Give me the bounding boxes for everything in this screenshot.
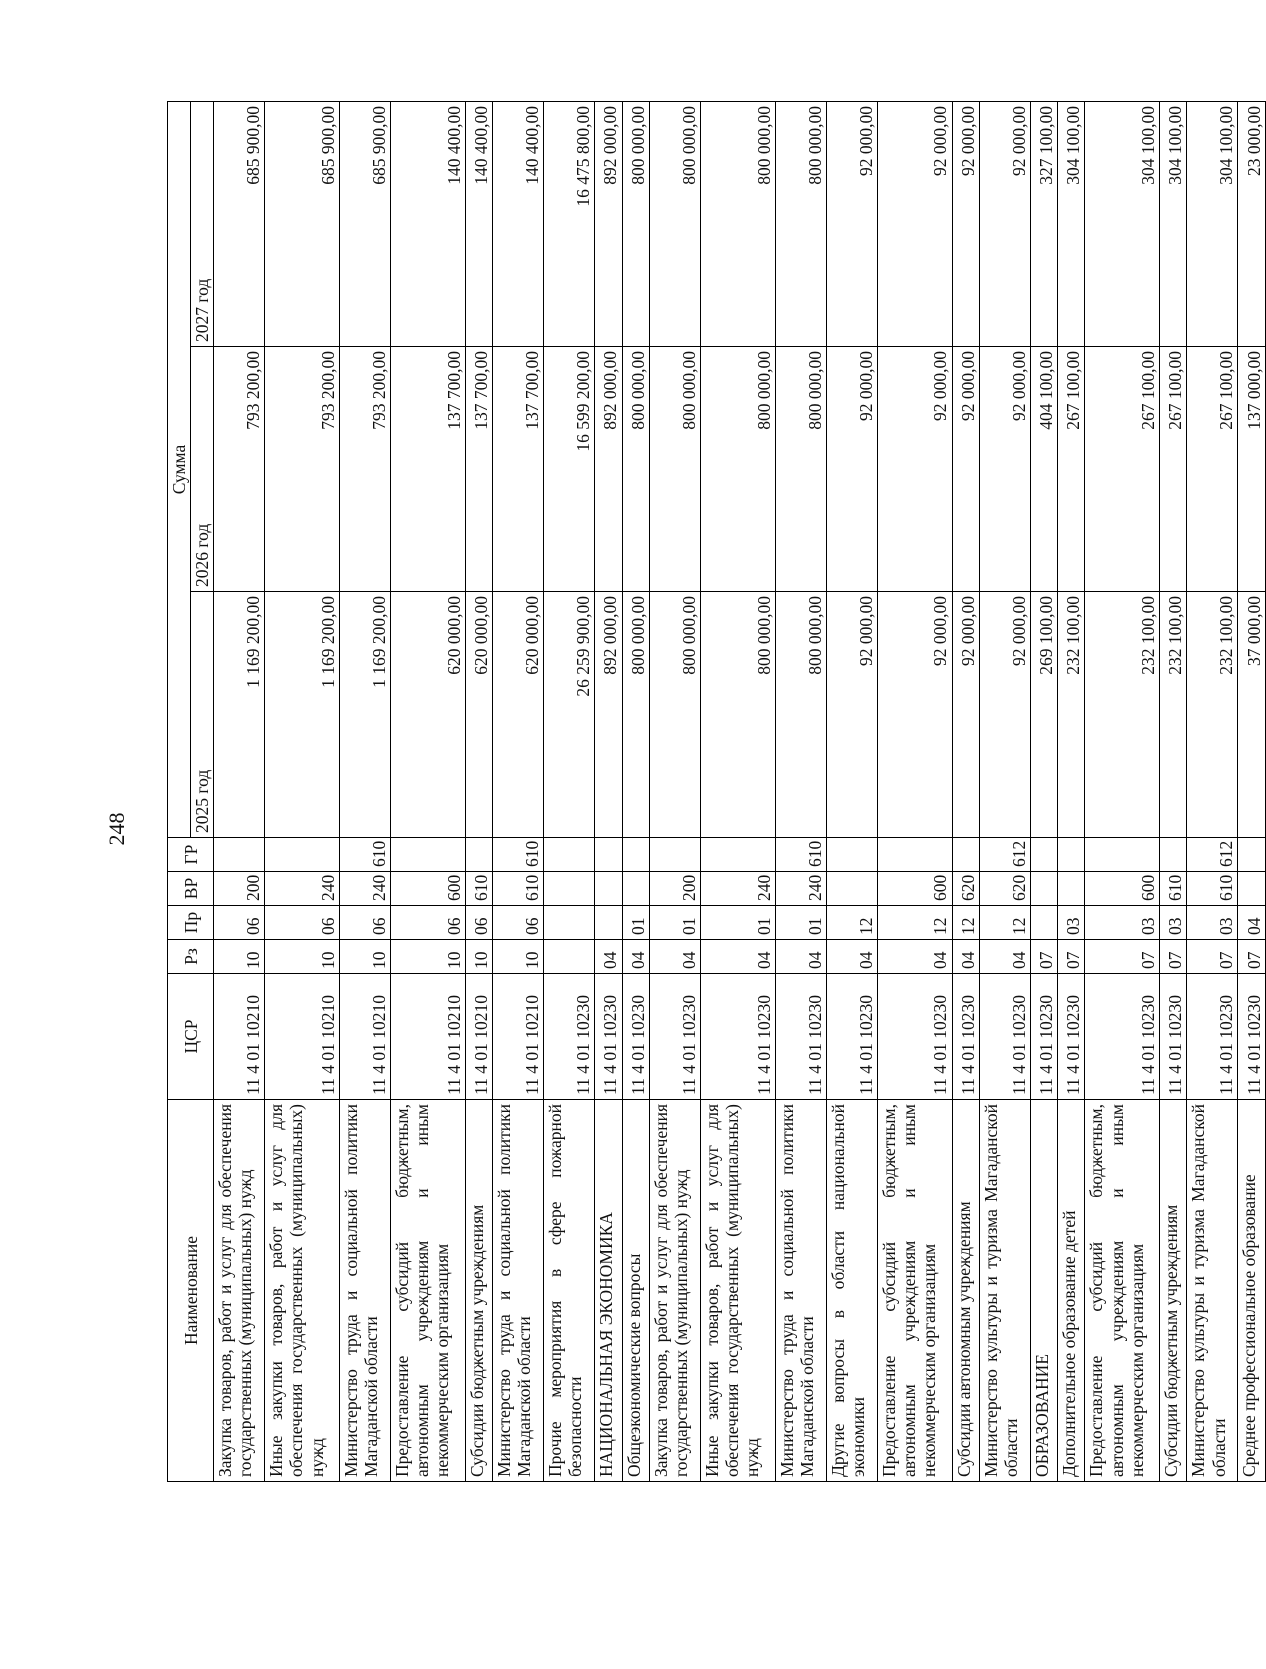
table-row — [265, 101, 340, 1481]
row-vr-cell: 240 — [700, 872, 775, 906]
row-gr-cell — [391, 838, 466, 872]
row-gr-cell — [952, 838, 979, 872]
row-name-cell: Министерство труда и социальной политики Магаданской области — [775, 1100, 826, 1482]
row-sum-2026-cell: 800 000,00 — [775, 347, 826, 592]
row-sum-2025-cell: 232 100,00 — [1058, 592, 1085, 838]
row-vr-cell: 240 — [775, 872, 826, 906]
row-csr-cell: 11 4 01 10210 — [465, 974, 492, 1100]
row-vr-cell: 620 — [952, 872, 979, 906]
row-gr-cell — [826, 838, 877, 872]
row-name-cell: Министерство труда и социальной политики Магаданской области — [340, 1100, 391, 1482]
row-rz-cell: 10 — [493, 940, 544, 974]
row-sum-2027-cell: 800 000,00 — [700, 101, 775, 346]
row-rz-cell: 10 — [340, 940, 391, 974]
row-vr-cell: 610 — [1160, 872, 1187, 906]
row-sum-2026-cell: 92 000,00 — [877, 347, 952, 592]
table-row — [340, 101, 391, 1481]
row-name-cell: Министерство культуры и туризма Магаданской области — [979, 1100, 1030, 1482]
table-row — [979, 101, 1030, 1481]
row-gr-cell — [1160, 838, 1187, 872]
row-gr-cell — [465, 838, 492, 872]
row-sum-2026-cell: 137 700,00 — [391, 347, 466, 592]
row-sum-2025-cell: 232 100,00 — [1160, 592, 1187, 838]
row-name-cell: Другие вопросы в области национальной экономики — [826, 1100, 877, 1482]
row-sum-2026-cell: 92 000,00 — [952, 347, 979, 592]
header-name: Наименование — [168, 1100, 214, 1482]
row-rz-cell: 04 — [877, 940, 952, 974]
row-pr-cell: 01 — [775, 906, 826, 940]
row-pr-cell: 12 — [952, 906, 979, 940]
table-row — [649, 101, 700, 1481]
row-csr-cell: 11 4 01 10230 — [1238, 974, 1266, 1100]
row-name-cell: НАЦИОНАЛЬНАЯ ЭКОНОМИКА — [595, 1100, 622, 1482]
row-sum-2026-cell: 92 000,00 — [979, 347, 1030, 592]
table-row — [1187, 101, 1238, 1481]
row-gr-cell — [1030, 838, 1057, 872]
row-sum-2027-cell: 140 400,00 — [465, 101, 492, 346]
row-sum-2027-cell: 800 000,00 — [649, 101, 700, 346]
row-pr-cell: 01 — [700, 906, 775, 940]
row-vr-cell: 240 — [265, 872, 340, 906]
row-sum-2026-cell: 892 000,00 — [595, 347, 622, 592]
header-rz: Рз — [168, 940, 214, 974]
table-row — [595, 101, 622, 1481]
row-csr-cell: 11 4 01 10210 — [265, 974, 340, 1100]
row-sum-2026-cell: 404 100,00 — [1030, 347, 1057, 592]
table-row — [826, 101, 877, 1481]
row-sum-2027-cell: 800 000,00 — [775, 101, 826, 346]
row-gr-cell — [265, 838, 340, 872]
table-row — [700, 101, 775, 1481]
header-year-2027: 2027 год — [191, 101, 214, 346]
row-sum-2027-cell: 304 100,00 — [1187, 101, 1238, 346]
row-vr-cell: 610 — [493, 872, 544, 906]
table-row — [1058, 101, 1085, 1481]
row-pr-cell: 01 — [649, 906, 700, 940]
row-sum-2025-cell: 37 000,00 — [1238, 592, 1266, 838]
row-sum-2025-cell: 232 100,00 — [1187, 592, 1238, 838]
row-pr-cell: 03 — [1160, 906, 1187, 940]
row-rz-cell: 10 — [214, 940, 265, 974]
row-sum-2027-cell: 140 400,00 — [391, 101, 466, 346]
row-sum-2025-cell: 232 100,00 — [1085, 592, 1160, 838]
row-pr-cell: 12 — [979, 906, 1030, 940]
row-vr-cell — [544, 872, 595, 906]
row-csr-cell: 11 4 01 10230 — [1160, 974, 1187, 1100]
row-sum-2026-cell: 92 000,00 — [826, 347, 877, 592]
row-gr-cell — [544, 838, 595, 872]
row-rz-cell: 10 — [391, 940, 466, 974]
table-row — [1085, 101, 1160, 1481]
row-gr-cell — [622, 838, 649, 872]
row-sum-2025-cell: 92 000,00 — [877, 592, 952, 838]
row-sum-2026-cell: 267 100,00 — [1085, 347, 1160, 592]
row-pr-cell: 06 — [465, 906, 492, 940]
row-rz-cell: 04 — [979, 940, 1030, 974]
row-sum-2026-cell: 267 100,00 — [1058, 347, 1085, 592]
row-name-cell: Среднее профессиональное образование — [1238, 1100, 1266, 1482]
table-row — [1160, 101, 1187, 1481]
row-vr-cell — [622, 872, 649, 906]
row-rz-cell: 04 — [952, 940, 979, 974]
row-name-cell: Дополнительное образование детей — [1058, 1100, 1085, 1482]
row-sum-2025-cell: 92 000,00 — [952, 592, 979, 838]
row-sum-2025-cell: 800 000,00 — [622, 592, 649, 838]
row-csr-cell: 11 4 01 10210 — [391, 974, 466, 1100]
row-csr-cell: 11 4 01 10230 — [1058, 974, 1085, 1100]
row-rz-cell: 07 — [1187, 940, 1238, 974]
row-rz-cell: 07 — [1058, 940, 1085, 974]
row-sum-2027-cell: 304 100,00 — [1058, 101, 1085, 346]
page-number: 248 — [104, 812, 129, 846]
row-gr-cell: 610 — [493, 838, 544, 872]
row-sum-2025-cell: 620 000,00 — [465, 592, 492, 838]
row-pr-cell: 12 — [877, 906, 952, 940]
row-sum-2026-cell: 800 000,00 — [700, 347, 775, 592]
row-sum-2026-cell: 267 100,00 — [1187, 347, 1238, 592]
table-row — [1238, 101, 1266, 1481]
row-pr-cell: 06 — [214, 906, 265, 940]
row-vr-cell — [826, 872, 877, 906]
row-pr-cell — [544, 906, 595, 940]
row-pr-cell: 06 — [265, 906, 340, 940]
row-vr-cell: 200 — [649, 872, 700, 906]
row-rz-cell: 07 — [1030, 940, 1057, 974]
table-row — [1030, 101, 1057, 1481]
row-rz-cell: 10 — [465, 940, 492, 974]
row-sum-2025-cell: 800 000,00 — [700, 592, 775, 838]
row-csr-cell: 11 4 01 10230 — [877, 974, 952, 1100]
row-sum-2026-cell: 16 599 200,00 — [544, 347, 595, 592]
row-sum-2027-cell: 92 000,00 — [826, 101, 877, 346]
row-vr-cell: 200 — [214, 872, 265, 906]
row-csr-cell: 11 4 01 10230 — [826, 974, 877, 1100]
row-gr-cell — [595, 838, 622, 872]
row-rz-cell: 04 — [775, 940, 826, 974]
row-sum-2025-cell: 800 000,00 — [649, 592, 700, 838]
row-csr-cell: 11 4 01 10210 — [214, 974, 265, 1100]
row-sum-2027-cell: 892 000,00 — [595, 101, 622, 346]
row-sum-2027-cell: 685 900,00 — [340, 101, 391, 346]
row-rz-cell: 04 — [622, 940, 649, 974]
row-sum-2026-cell: 137 700,00 — [465, 347, 492, 592]
row-name-cell: Предоставление субсидий бюджетным, автономным учреждениям и иным некоммерческим организациям — [391, 1100, 466, 1482]
row-sum-2026-cell: 793 200,00 — [265, 347, 340, 592]
row-name-cell: Иные закупки товаров, работ и услуг для обеспечения государственных (муниципальных) нужд — [700, 1100, 775, 1482]
row-vr-cell — [1058, 872, 1085, 906]
row-rz-cell: 07 — [1085, 940, 1160, 974]
row-sum-2025-cell: 26 259 900,00 — [544, 592, 595, 838]
row-csr-cell: 11 4 01 10210 — [340, 974, 391, 1100]
row-csr-cell: 11 4 01 10210 — [493, 974, 544, 1100]
row-sum-2027-cell: 16 475 800,00 — [544, 101, 595, 346]
row-gr-cell — [649, 838, 700, 872]
row-sum-2026-cell: 800 000,00 — [622, 347, 649, 592]
table-row — [775, 101, 826, 1481]
row-sum-2026-cell: 137 000,00 — [1238, 347, 1266, 592]
row-vr-cell — [1030, 872, 1057, 906]
row-sum-2027-cell: 140 400,00 — [493, 101, 544, 346]
row-csr-cell: 11 4 01 10230 — [1187, 974, 1238, 1100]
row-sum-2025-cell: 1 169 200,00 — [265, 592, 340, 838]
header-sum: Сумма — [168, 101, 191, 837]
row-gr-cell: 610 — [340, 838, 391, 872]
row-csr-cell: 11 4 01 10230 — [979, 974, 1030, 1100]
row-gr-cell — [214, 838, 265, 872]
row-name-cell: Субсидии автономным учреждениям — [952, 1100, 979, 1482]
row-sum-2025-cell: 269 100,00 — [1030, 592, 1057, 838]
row-gr-cell — [1238, 838, 1266, 872]
table-row — [952, 101, 979, 1481]
header-year-2025: 2025 год — [191, 592, 214, 838]
row-sum-2027-cell: 92 000,00 — [877, 101, 952, 346]
row-name-cell: Закупка товаров, работ и услуг для обеспечения государственных (муниципальных) нужд — [214, 1100, 265, 1482]
header-vr: ВР — [168, 872, 214, 906]
row-pr-cell: 04 — [1238, 906, 1266, 940]
row-sum-2027-cell: 304 100,00 — [1085, 101, 1160, 346]
row-sum-2026-cell: 137 700,00 — [493, 347, 544, 592]
row-rz-cell: 04 — [826, 940, 877, 974]
row-sum-2027-cell: 327 100,00 — [1030, 101, 1057, 346]
table-row — [465, 101, 492, 1481]
row-gr-cell — [877, 838, 952, 872]
row-sum-2026-cell: 793 200,00 — [214, 347, 265, 592]
budget-table-rotated — [167, 102, 1266, 1482]
row-sum-2025-cell: 1 169 200,00 — [340, 592, 391, 838]
row-csr-cell: 11 4 01 10230 — [622, 974, 649, 1100]
row-pr-cell: 03 — [1187, 906, 1238, 940]
row-pr-cell: 03 — [1058, 906, 1085, 940]
row-vr-cell — [1238, 872, 1266, 906]
row-sum-2025-cell: 92 000,00 — [826, 592, 877, 838]
row-name-cell: Общеэкономические вопросы — [622, 1100, 649, 1482]
row-name-cell: Предоставление субсидий бюджетным, автономным учреждениям и иным некоммерческим организациям — [877, 1100, 952, 1482]
row-name-cell: Субсидии бюджетным учреждениям — [1160, 1100, 1187, 1482]
row-sum-2025-cell: 620 000,00 — [391, 592, 466, 838]
row-csr-cell: 11 4 01 10230 — [952, 974, 979, 1100]
row-gr-cell: 612 — [1187, 838, 1238, 872]
row-name-cell: Министерство культуры и туризма Магаданской области — [1187, 1100, 1238, 1482]
row-vr-cell: 610 — [465, 872, 492, 906]
row-sum-2027-cell: 685 900,00 — [265, 101, 340, 346]
row-rz-cell — [544, 940, 595, 974]
table-row — [544, 101, 595, 1481]
row-vr-cell: 240 — [340, 872, 391, 906]
row-name-cell: Закупка товаров, работ и услуг для обеспечения государственных (муниципальных) нужд — [649, 1100, 700, 1482]
row-csr-cell: 11 4 01 10230 — [544, 974, 595, 1100]
row-csr-cell: 11 4 01 10230 — [649, 974, 700, 1100]
row-vr-cell: 600 — [877, 872, 952, 906]
row-sum-2027-cell: 800 000,00 — [622, 101, 649, 346]
row-pr-cell: 03 — [1085, 906, 1160, 940]
row-vr-cell — [595, 872, 622, 906]
table-body — [214, 101, 1266, 1481]
table-row — [622, 101, 649, 1481]
row-pr-cell: 06 — [391, 906, 466, 940]
row-rz-cell: 04 — [649, 940, 700, 974]
row-gr-cell: 612 — [979, 838, 1030, 872]
row-sum-2027-cell: 304 100,00 — [1160, 101, 1187, 346]
table-row — [493, 101, 544, 1481]
row-sum-2027-cell: 23 000,00 — [1238, 101, 1266, 346]
row-rz-cell: 07 — [1238, 940, 1266, 974]
row-csr-cell: 11 4 01 10230 — [595, 974, 622, 1100]
row-sum-2027-cell: 92 000,00 — [979, 101, 1030, 346]
row-gr-cell: 610 — [775, 838, 826, 872]
row-name-cell: ОБРАЗОВАНИЕ — [1030, 1100, 1057, 1482]
row-sum-2025-cell: 92 000,00 — [979, 592, 1030, 838]
row-pr-cell — [1030, 906, 1057, 940]
budget-table — [167, 101, 1266, 1482]
row-vr-cell: 600 — [1085, 872, 1160, 906]
row-gr-cell — [1085, 838, 1160, 872]
row-vr-cell: 610 — [1187, 872, 1238, 906]
header-gr: ГР — [168, 838, 214, 872]
row-csr-cell: 11 4 01 10230 — [775, 974, 826, 1100]
row-sum-2026-cell: 267 100,00 — [1160, 347, 1187, 592]
table-header — [168, 101, 214, 1481]
row-sum-2027-cell: 685 900,00 — [214, 101, 265, 346]
row-sum-2025-cell: 620 000,00 — [493, 592, 544, 838]
row-vr-cell: 620 — [979, 872, 1030, 906]
row-pr-cell — [595, 906, 622, 940]
row-rz-cell: 04 — [700, 940, 775, 974]
header-pr: Пр — [168, 906, 214, 940]
row-sum-2027-cell: 92 000,00 — [952, 101, 979, 346]
row-rz-cell: 10 — [265, 940, 340, 974]
header-year-2026: 2026 год — [191, 347, 214, 592]
row-gr-cell — [1058, 838, 1085, 872]
table-row — [391, 101, 466, 1481]
row-pr-cell: 12 — [826, 906, 877, 940]
table-row — [214, 101, 265, 1481]
row-csr-cell: 11 4 01 10230 — [1085, 974, 1160, 1100]
table-row — [877, 101, 952, 1481]
row-name-cell: Субсидии бюджетным учреждениям — [465, 1100, 492, 1482]
row-csr-cell: 11 4 01 10230 — [700, 974, 775, 1100]
row-gr-cell — [700, 838, 775, 872]
row-vr-cell: 600 — [391, 872, 466, 906]
row-name-cell: Предоставление субсидий бюджетным, автономным учреждениям и иным некоммерческим организациям — [1085, 1100, 1160, 1482]
row-sum-2025-cell: 1 169 200,00 — [214, 592, 265, 838]
row-pr-cell: 06 — [493, 906, 544, 940]
row-rz-cell: 04 — [595, 940, 622, 974]
header-csr: ЦСР — [168, 974, 214, 1100]
row-pr-cell: 06 — [340, 906, 391, 940]
row-sum-2025-cell: 800 000,00 — [775, 592, 826, 838]
row-rz-cell: 07 — [1160, 940, 1187, 974]
row-name-cell: Иные закупки товаров, работ и услуг для обеспечения государственных (муниципальных) нужд — [265, 1100, 340, 1482]
row-name-cell: Прочие мероприятия в сфере пожарной безопасности — [544, 1100, 595, 1482]
row-pr-cell: 01 — [622, 906, 649, 940]
row-sum-2026-cell: 793 200,00 — [340, 347, 391, 592]
row-sum-2025-cell: 892 000,00 — [595, 592, 622, 838]
row-sum-2026-cell: 800 000,00 — [649, 347, 700, 592]
row-csr-cell: 11 4 01 10230 — [1030, 974, 1057, 1100]
row-name-cell: Министерство труда и социальной политики Магаданской области — [493, 1100, 544, 1482]
